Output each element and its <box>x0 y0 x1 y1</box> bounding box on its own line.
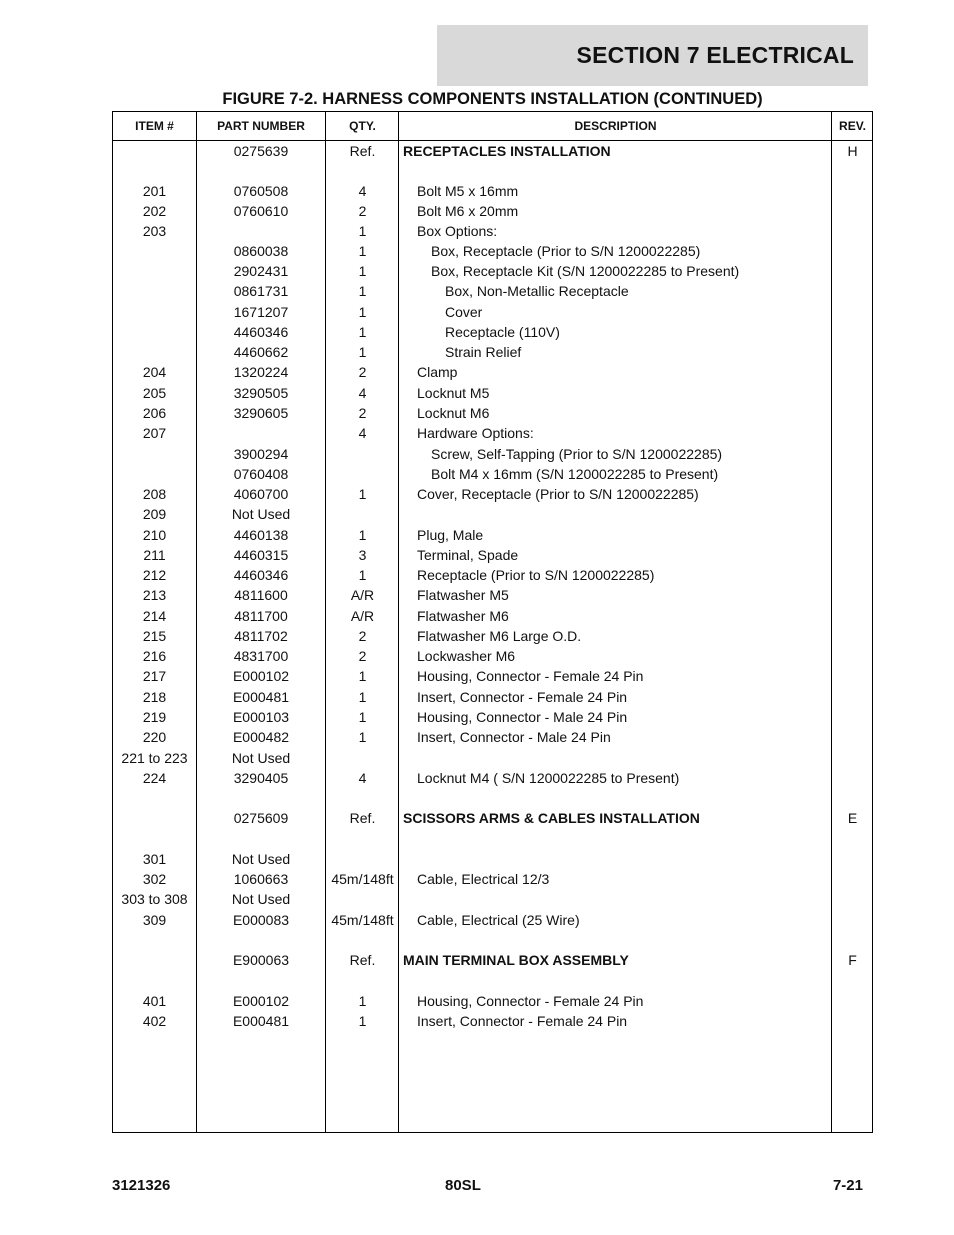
item-number-cell: 206 <box>142 405 167 421</box>
part-number-cell: Not Used <box>231 891 291 907</box>
quantity-cell: Ref. <box>349 810 376 826</box>
item-number-cell: 302 <box>142 871 167 887</box>
quantity-cell: 1 <box>358 527 367 543</box>
item-number-cell: 204 <box>142 364 167 380</box>
quantity-cell: 4 <box>358 183 367 199</box>
description-cell: Strain Relief <box>445 344 522 360</box>
part-number-cell: 0760508 <box>233 183 289 199</box>
item-number-cell: 212 <box>142 567 167 583</box>
item-number-cell: 224 <box>142 770 167 786</box>
table-row <box>113 484 872 504</box>
table-row <box>113 707 872 727</box>
quantity-cell: 1 <box>358 324 367 340</box>
item-number-cell: 207 <box>142 425 167 441</box>
table-row <box>113 1011 872 1031</box>
part-number-cell: Not Used <box>231 750 291 766</box>
table-row <box>113 504 872 524</box>
part-number-cell: E000103 <box>232 709 290 725</box>
part-number-cell: E900063 <box>232 952 290 968</box>
revision-cell: H <box>847 143 858 159</box>
part-number-cell: 4460138 <box>233 527 289 543</box>
part-number-cell: E000481 <box>232 689 290 705</box>
quantity-cell: 45m/148ft <box>331 912 394 928</box>
part-number-cell: E000102 <box>232 993 290 1009</box>
footer-doc-number: 3121326 <box>112 1177 171 1194</box>
item-number-cell: 213 <box>142 587 167 603</box>
part-number-cell: 3290405 <box>233 770 289 786</box>
part-number-cell: 4811700 <box>234 608 288 624</box>
part-number-cell: 4460662 <box>233 344 289 360</box>
quantity-cell: 1 <box>358 243 367 259</box>
table-row <box>113 910 872 930</box>
table-row <box>113 383 872 403</box>
quantity-cell: 1 <box>358 263 367 279</box>
description-cell: Flatwasher M6 <box>417 608 509 624</box>
item-number-cell: 301 <box>142 851 167 867</box>
table-row <box>113 950 872 970</box>
table-row <box>113 525 872 545</box>
description-cell: Housing, Connector - Male 24 Pin <box>417 709 628 725</box>
part-number-cell: 1320224 <box>233 364 289 380</box>
item-number-cell: 221 to 223 <box>121 750 188 766</box>
quantity-cell: 1 <box>358 304 367 320</box>
part-number-cell: 4831700 <box>233 648 289 664</box>
table-row <box>113 666 872 686</box>
table-row <box>113 748 872 768</box>
item-number-cell: 210 <box>142 527 167 543</box>
description-cell: Box Options: <box>417 223 498 239</box>
quantity-cell: 2 <box>358 203 367 219</box>
quantity-cell: 4 <box>358 425 367 441</box>
item-number-cell: 401 <box>142 993 167 1009</box>
quantity-cell: 1 <box>358 223 367 239</box>
col-header-rev: REV. <box>839 119 866 133</box>
item-number-cell: 309 <box>142 912 167 928</box>
quantity-cell: 1 <box>358 486 367 502</box>
part-number-cell: 4811702 <box>234 628 288 644</box>
table-row <box>113 281 872 301</box>
part-number-cell: 0275609 <box>233 810 289 826</box>
description-cell: Bolt M6 x 20mm <box>417 203 519 219</box>
item-number-cell: 215 <box>142 628 167 644</box>
part-number-cell: E000482 <box>232 729 290 745</box>
table-row <box>113 869 872 889</box>
footer-page-number: 7-21 <box>832 1177 863 1194</box>
table-row <box>113 727 872 747</box>
part-number-cell: 0860038 <box>233 243 289 259</box>
quantity-cell: 1 <box>358 344 367 360</box>
part-number-cell: E000481 <box>232 1013 290 1029</box>
description-cell: Flatwasher M5 <box>417 587 509 603</box>
quantity-cell: 1 <box>358 993 367 1009</box>
part-number-cell: 1060663 <box>233 871 289 887</box>
description-cell: Lockwasher M6 <box>417 648 516 664</box>
item-number-cell: 202 <box>142 203 167 219</box>
description-cell: Cover <box>445 304 483 320</box>
section-title: SECTION 7 ELECTRICAL <box>576 42 854 68</box>
part-number-cell: 4460315 <box>233 547 289 563</box>
item-number-cell: 303 to 308 <box>121 891 188 907</box>
description-cell: SCISSORS ARMS & CABLES INSTALLATION <box>403 810 700 826</box>
table-row <box>113 545 872 565</box>
part-number-cell: 4460346 <box>233 324 289 340</box>
part-number-cell: E000102 <box>232 668 290 684</box>
quantity-cell: Ref. <box>349 952 376 968</box>
part-number-cell: 4460346 <box>233 567 289 583</box>
table-row <box>113 221 872 241</box>
part-number-cell: 4811600 <box>234 587 288 603</box>
table-row <box>113 464 872 484</box>
quantity-cell: 4 <box>358 770 367 786</box>
description-cell: Housing, Connector - Female 24 Pin <box>417 993 644 1009</box>
item-number-cell: 219 <box>142 709 167 725</box>
part-number-cell: 0760610 <box>233 203 289 219</box>
description-cell: RECEPTACLES INSTALLATION <box>403 143 611 159</box>
item-number-cell: 203 <box>142 223 167 239</box>
quantity-cell: 2 <box>358 648 367 664</box>
table-row <box>113 201 872 221</box>
item-number-cell: 402 <box>142 1013 167 1029</box>
table-row <box>113 261 872 281</box>
description-cell: Receptacle (110V) <box>445 324 560 340</box>
part-number-cell: 2902431 <box>233 263 289 279</box>
quantity-cell: 1 <box>358 283 367 299</box>
quantity-cell: 1 <box>358 567 367 583</box>
quantity-cell: 1 <box>358 709 367 725</box>
quantity-cell: Ref. <box>349 143 376 159</box>
table-row <box>113 302 872 322</box>
col-header-description: DESCRIPTION <box>574 119 657 133</box>
description-cell: Box, Receptacle (Prior to S/N 1200022285) <box>431 243 701 259</box>
table-row <box>113 991 872 1011</box>
description-cell: Flatwasher M6 Large O.D. <box>417 628 582 644</box>
quantity-cell: 2 <box>358 405 367 421</box>
quantity-cell: 2 <box>358 364 367 380</box>
item-number-cell: 217 <box>142 668 167 684</box>
item-number-cell: 201 <box>142 183 167 199</box>
part-number-cell: 0275639 <box>233 143 289 159</box>
table-row <box>113 646 872 666</box>
quantity-cell: 1 <box>358 1013 367 1029</box>
table-row <box>113 808 872 828</box>
item-number-cell: 214 <box>142 608 167 624</box>
table-row <box>113 849 872 869</box>
parts-table <box>112 111 873 1133</box>
footer-model: 80SL <box>445 1177 481 1194</box>
table-row <box>113 768 872 788</box>
table-row <box>113 444 872 464</box>
col-header-qty: QTY. <box>349 119 376 133</box>
item-number-cell: 218 <box>142 689 167 705</box>
description-cell: Box, Receptacle Kit (S/N 1200022285 to Present) <box>431 263 740 279</box>
part-number-cell: 1671207 <box>233 304 289 320</box>
description-cell: Plug, Male <box>417 527 484 543</box>
quantity-cell: 1 <box>358 689 367 705</box>
quantity-cell: 3 <box>358 547 367 563</box>
revision-cell: E <box>847 810 858 826</box>
description-cell: Clamp <box>417 364 458 380</box>
description-cell: Insert, Connector - Female 24 Pin <box>417 1013 628 1029</box>
table-row <box>113 585 872 605</box>
description-cell: Locknut M6 <box>417 405 490 421</box>
description-cell: Hardware Options: <box>417 425 534 441</box>
part-number-cell: 3900294 <box>233 446 289 462</box>
description-cell: Bolt M4 x 16mm (S/N 1200022285 to Present) <box>431 466 719 482</box>
part-number-cell: 3290505 <box>233 385 289 401</box>
part-number-cell: E000083 <box>232 912 290 928</box>
description-cell: Locknut M5 <box>417 385 490 401</box>
table-row <box>113 687 872 707</box>
description-cell: Box, Non-Metallic Receptacle <box>445 283 629 299</box>
description-cell: MAIN TERMINAL BOX ASSEMBLY <box>403 952 629 968</box>
table-row <box>113 606 872 626</box>
description-cell: Insert, Connector - Female 24 Pin <box>417 689 628 705</box>
quantity-cell: A/R <box>350 587 375 603</box>
part-number-cell: 0861731 <box>233 283 289 299</box>
col-header-item: ITEM # <box>135 119 174 133</box>
quantity-cell: 1 <box>358 729 367 745</box>
description-cell: Cover, Receptacle (Prior to S/N 1200022285) <box>417 486 699 502</box>
table-row <box>113 181 872 201</box>
description-cell: Receptacle (Prior to S/N 1200022285) <box>417 567 655 583</box>
item-number-cell: 220 <box>142 729 167 745</box>
quantity-cell: A/R <box>350 608 375 624</box>
description-cell: Locknut M4 ( S/N 1200022285 to Present) <box>417 770 680 786</box>
description-cell: Housing, Connector - Female 24 Pin <box>417 668 644 684</box>
quantity-cell: 2 <box>358 628 367 644</box>
table-row <box>113 626 872 646</box>
figure-title: FIGURE 7-2. HARNESS COMPONENTS INSTALLATION (CONTINUED) <box>222 90 763 108</box>
description-cell: Terminal, Spade <box>417 547 519 563</box>
table-row <box>113 322 872 342</box>
part-number-cell: 4060700 <box>233 486 289 502</box>
item-number-cell: 216 <box>142 648 167 664</box>
item-number-cell: 211 <box>143 547 166 563</box>
table-row <box>113 423 872 443</box>
quantity-cell: 45m/148ft <box>331 871 394 887</box>
description-cell: Cable, Electrical 12/3 <box>417 871 550 887</box>
part-number-cell: Not Used <box>231 506 291 522</box>
item-number-cell: 205 <box>142 385 167 401</box>
section-banner <box>437 25 868 86</box>
description-cell: Cable, Electrical (25 Wire) <box>417 912 580 928</box>
col-header-part-number: PART NUMBER <box>217 119 305 133</box>
table-row <box>113 889 872 909</box>
description-cell: Insert, Connector - Male 24 Pin <box>417 729 611 745</box>
table-row <box>113 141 872 161</box>
quantity-cell: 1 <box>358 668 367 684</box>
description-cell: Screw, Self-Tapping (Prior to S/N 1200022285) <box>431 446 723 462</box>
item-number-cell: 209 <box>142 506 167 522</box>
description-cell: Bolt M5 x 16mm <box>417 183 519 199</box>
part-number-cell: 0760408 <box>233 466 289 482</box>
part-number-cell: Not Used <box>231 851 291 867</box>
quantity-cell: 4 <box>358 385 367 401</box>
part-number-cell: 3290605 <box>233 405 289 421</box>
item-number-cell: 208 <box>142 486 167 502</box>
table-row <box>113 565 872 585</box>
table-row <box>113 403 872 423</box>
table-row <box>113 241 872 261</box>
table-row <box>113 362 872 382</box>
table-row <box>113 342 872 362</box>
revision-cell: F <box>848 952 857 968</box>
